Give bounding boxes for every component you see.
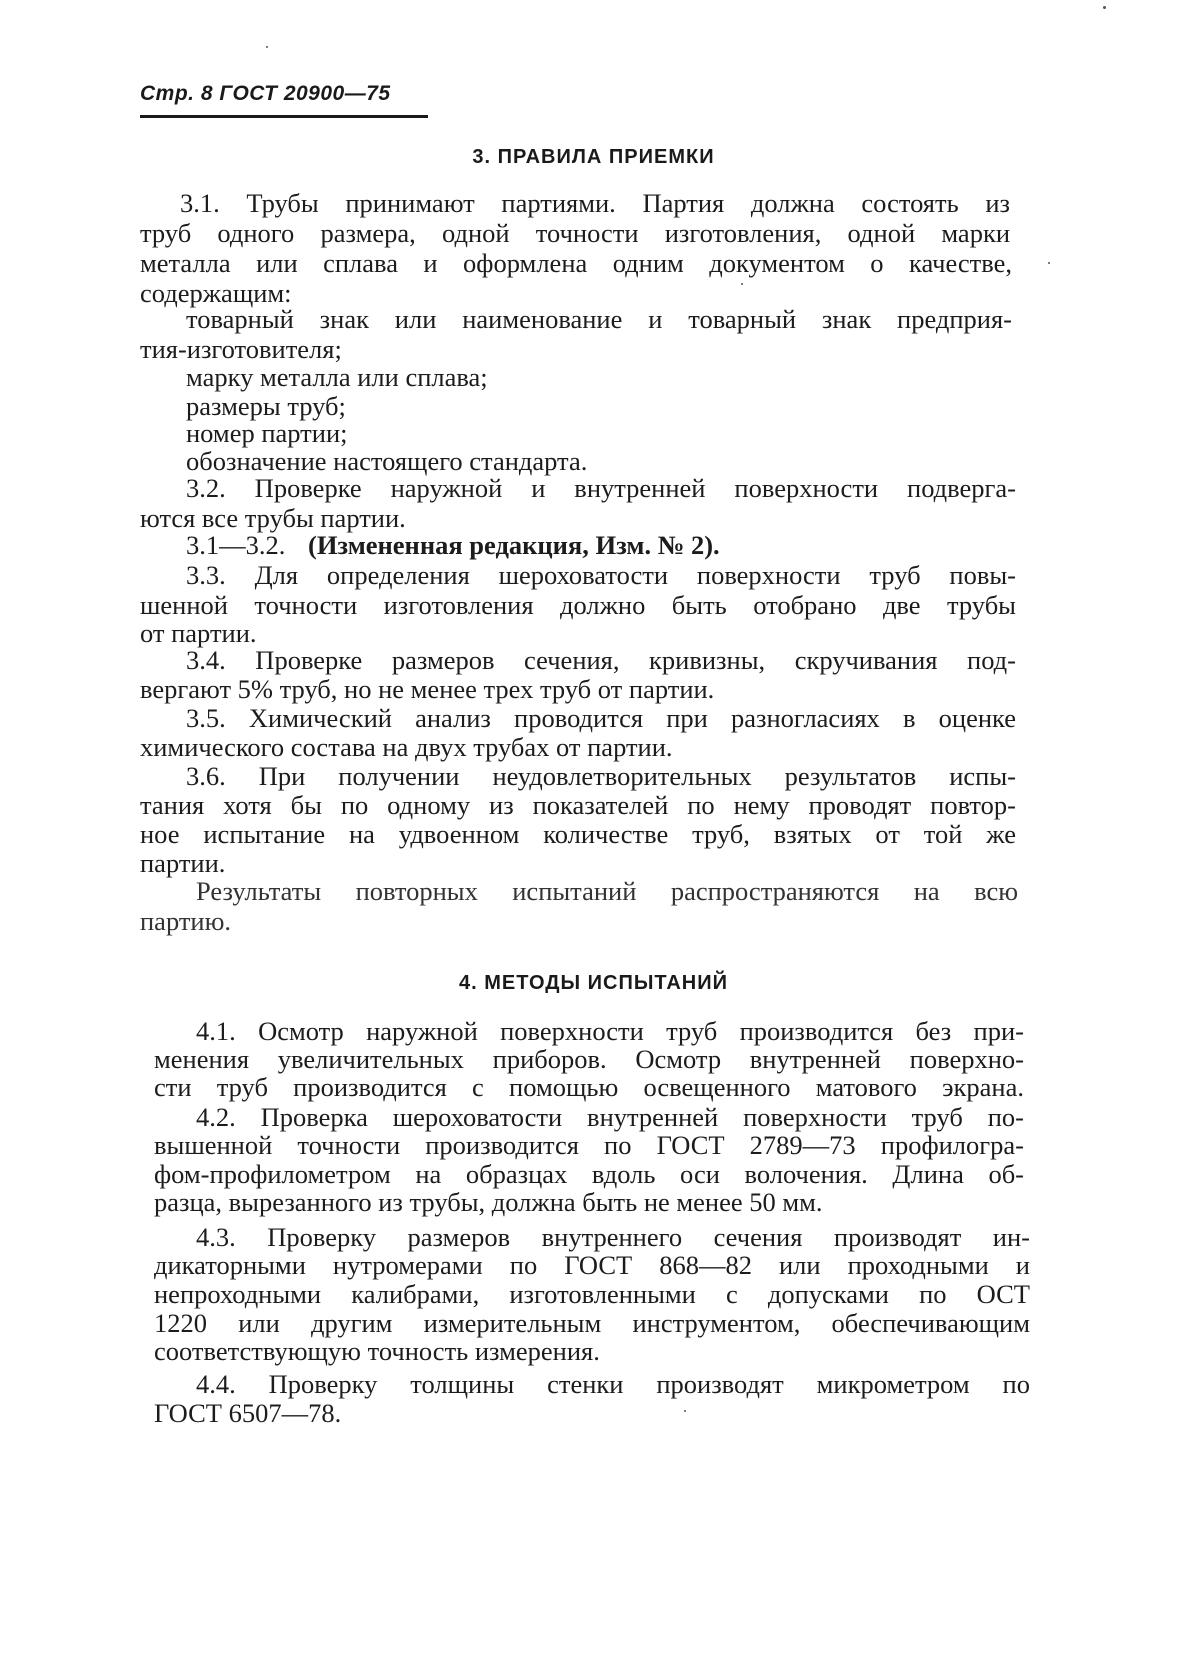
scan-speck (741, 283, 743, 285)
text-line: 3.4. Проверке размеров сечения, кривизны, скручивания под- (186, 645, 1016, 675)
text-line: фом-профилометром на образцах вдоль оси волочения. Длина об- (154, 1159, 1024, 1189)
text-line: ное испытание на удвоенном количестве труб, взятых от той же (140, 819, 1016, 849)
text-line: труб одного размера, одной точности изготовления, одной марки (140, 218, 1010, 248)
text-line: менения увеличительных приборов. Осмотр внутренней поверхно- (154, 1044, 1024, 1074)
text-line: ются все трубы партии. (140, 503, 406, 533)
text-line: сти труб производится с помощью освещенного матового экрана. (154, 1072, 1024, 1102)
text-line: 4.3. Проверку размеров внутреннего сечения производят ин- (196, 1222, 1030, 1252)
text-line: соответствующую точность измерения. (154, 1336, 600, 1366)
text-line: 4.2. Проверка шероховатости внутренней поверхности труб по- (196, 1102, 1024, 1132)
text-line: обозначение настоящего стандарта. (186, 446, 588, 476)
amendment-note: (Измененная редакция, Изм. № 2). (308, 530, 720, 560)
text-line: непроходными калибрами, изготовленными с допусками по ОСТ (154, 1279, 1030, 1309)
page-header: Стр. 8 ГОСТ 20900—75 (140, 82, 391, 105)
text-line: от партии. (140, 618, 257, 648)
text-line: разца, вырезанного из трубы, должна быть не менее 50 мм. (154, 1187, 823, 1217)
scan-speck (1048, 262, 1050, 264)
text-line: химического состава на двух трубах от партии. (140, 732, 673, 762)
text-line: номер партии; (186, 418, 348, 448)
text-line: 3.3. Для определения шероховатости поверхности труб повы- (186, 560, 1016, 590)
text-line: размеры труб; (186, 391, 346, 421)
text-line: шенной точности изготовления должно быть отобрано две трубы (140, 590, 1016, 620)
header-rule (140, 115, 428, 118)
text-line: тания хотя бы по одному из показателей по нему проводят повтор- (140, 790, 1016, 820)
scan-speck (684, 1410, 686, 1412)
text-line: 3.2. Проверке наружной и внутренней поверхности подверга- (186, 473, 1016, 503)
text-line: дикаторными нутромерами по ГОСТ 868—82 или проходными и (154, 1250, 1030, 1280)
section-4-title: 4. МЕТОДЫ ИСПЫТАНИЙ (459, 972, 728, 994)
text-line: вышенной точности производится по ГОСТ 2789—73 профилогра- (154, 1130, 1024, 1160)
text-line: металла или сплава и оформлена одним документом о качестве, (140, 248, 1012, 278)
text-line: содержащим: (140, 278, 292, 308)
scan-speck (266, 46, 268, 48)
text-line: товарный знак или наименование и товарный знак предприя- (186, 304, 1012, 334)
scan-speck (1103, 6, 1106, 9)
text-line: 3.1—3.2. (186, 530, 286, 560)
text-line: партию. (140, 906, 232, 936)
text-line: 4.1. Осмотр наружной поверхности труб производится без при- (196, 1016, 1024, 1046)
text-line: 4.4. Проверку толщины стенки производят микрометром по (196, 1369, 1030, 1399)
text-line: вергают 5% труб, но не менее трех труб от партии. (140, 674, 715, 704)
text-line: 3.6. При получении неудовлетворительных результатов испы- (186, 761, 1016, 791)
text-line: Результаты повторных испытаний распространяются на всю (196, 876, 1018, 906)
text-line: тия-изготовителя; (140, 334, 342, 364)
text-line: партии. (140, 848, 226, 878)
text-line: 3.1. Трубы принимают партиями. Партия должна состоять из (180, 188, 1010, 218)
text-line: 1220 или другим измерительным инструментом, обеспечивающим (154, 1308, 1030, 1338)
text-line: марку металла или сплава; (186, 362, 488, 392)
section-3-title: 3. ПРАВИЛА ПРИЕМКИ (472, 146, 715, 168)
text-line: 3.5. Химический анализ проводится при разногласиях в оценке (186, 703, 1016, 733)
text-line: ГОСТ 6507—78. (154, 1398, 342, 1428)
